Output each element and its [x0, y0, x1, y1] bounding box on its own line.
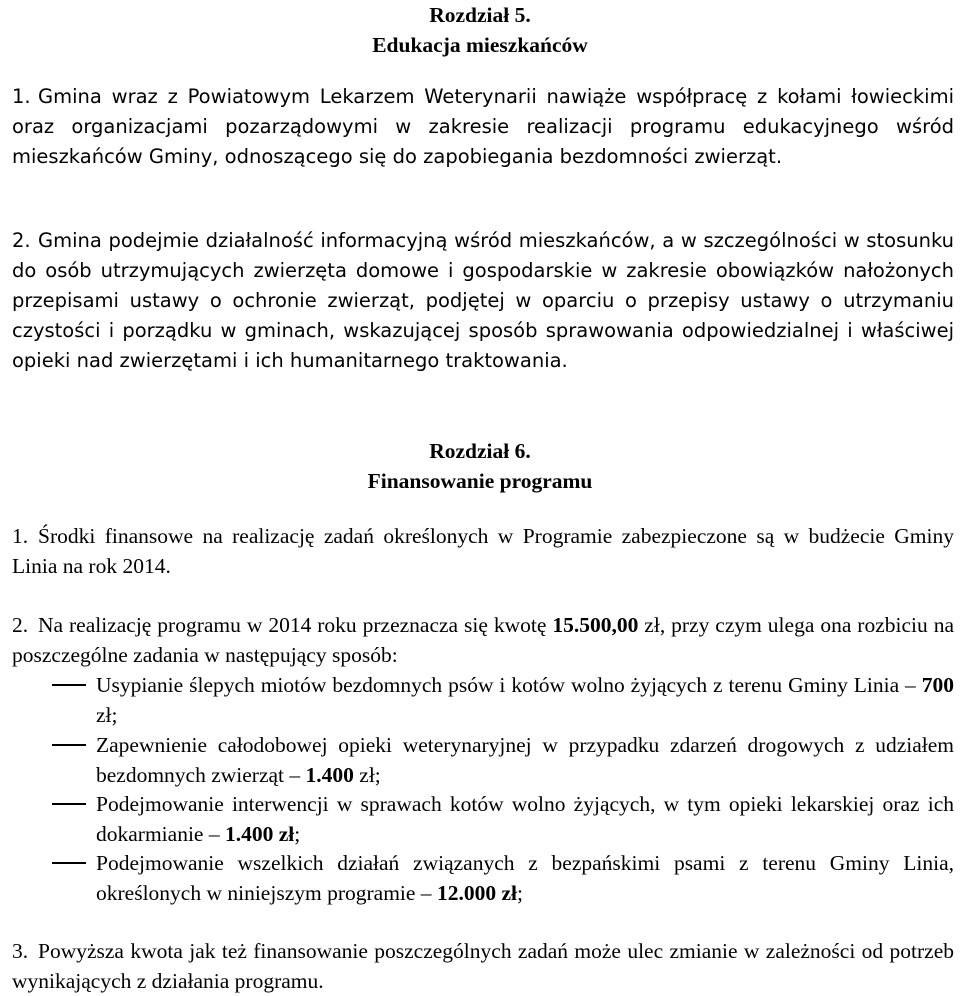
budget-item: [52, 848, 954, 908]
paragraph-number: 2.: [12, 229, 31, 252]
paragraph-number: 2.: [12, 613, 29, 637]
paragraph-number: 3.: [12, 939, 29, 963]
paragraph-text: Środki finansowe na realizację zadań określonych w Programie zabezpieczone są w budżecie Gminy Linia na rok 2014.: [12, 524, 954, 578]
item-unit: ;: [516, 881, 523, 905]
paragraph-text-before: Na realizację programu w 2014 roku przeznacza się kwotę: [38, 613, 553, 637]
chapter-6-subtitle: Finansowanie programu: [367, 469, 593, 493]
paragraph-number: 1.: [12, 85, 31, 108]
chapter-6-paragraph-2: [12, 610, 954, 670]
paragraph-text: Gmina podejmie działalność informacyjną wśród mieszkańców, a w szczególności w stosunku do osób utrzymujących zwierzęta domowe i gospodarskie w zakresie obowiązków nałożonych przepisami ustawy o ochronie zwierząt, podjętej w oparciu o przepisy ustawy o utrzymaniu czystości i porządku w gminach, wskazującej sposób sprawowania odpowiedzialnej i właściwej opieki nad zwierzętami i ich humanitarnego traktowania.: [12, 229, 954, 372]
chapter-6-paragraph-1: [12, 521, 954, 581]
paragraph-text: Powyższa kwota jak też finansowanie poszczególnych zadań może ulec zmianie w zależności od potrzeb wynikających z działania programu.: [12, 939, 954, 993]
item-unit: zł;: [96, 703, 118, 727]
dash-bullet: [52, 862, 86, 864]
item-amount: 1.400: [305, 763, 354, 787]
item-amount: 700: [921, 673, 954, 697]
chapter-5-title: Rozdział 5.: [429, 3, 531, 27]
paragraph-number: 1.: [12, 524, 29, 548]
item-text: Podejmowanie wszelkich działań związanych z bezpańskimi psami z terenu Gminy Linia, określonych w niniejszym programie –: [96, 851, 954, 905]
chapter-6-paragraph-3: [12, 936, 954, 996]
budget-item: [52, 730, 954, 790]
paragraph-text: Gmina wraz z Powiatowym Lekarzem Weterynarii nawiąże współpracę z kołami łowieckimi oraz organizacjami pozarządowymi w zakresie realizacji programu edukacyjnego wśród mieszkańców Gminy, odnoszącego się do zapobiegania bezdomności zwierząt.: [12, 85, 954, 168]
chapter-6-title: Rozdział 6.: [429, 439, 531, 463]
chapter-5-subtitle: Edukacja mieszkańców: [372, 33, 588, 57]
total-amount: 15.500,00: [552, 613, 639, 637]
item-amount: 12.000 zł: [436, 881, 517, 905]
item-unit: ;: [294, 822, 301, 846]
budget-item: [52, 789, 954, 849]
dash-bullet: [52, 684, 86, 686]
item-text: Podejmowanie interwencji w sprawach kotów wolno żyjących, w tym opieki lekarskiej oraz ich dokarmianie –: [96, 792, 954, 846]
item-text: Zapewnienie całodobowej opieki weterynaryjnej w przypadku zdarzeń drogowych z udziałem bezdomnych zwierząt –: [96, 733, 954, 787]
dash-bullet: [52, 744, 86, 746]
chapter-5-paragraph-2: [12, 226, 954, 376]
item-text: Usypianie ślepych miotów bezdomnych psów i kotów wolno żyjących z terenu Gminy Linia –: [96, 673, 922, 697]
chapter-5-paragraph-1: [12, 82, 954, 172]
paragraph-text-after: zł, przy czym ulega ona rozbiciu na poszczególne zadania w następujący sposób:: [12, 613, 954, 667]
dash-bullet: [52, 803, 86, 805]
budget-item: [52, 670, 954, 730]
item-amount: 1.400 zł: [224, 822, 295, 846]
item-unit: zł;: [353, 763, 381, 787]
